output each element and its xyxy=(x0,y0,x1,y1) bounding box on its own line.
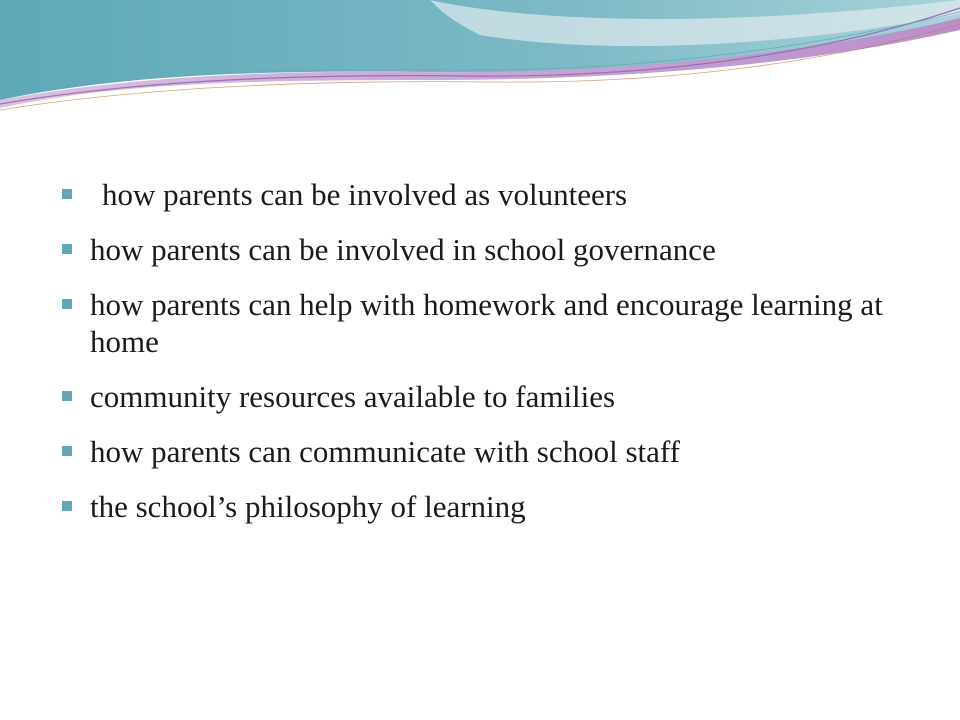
list-item-text: the school’s philosophy of learning xyxy=(90,489,526,524)
square-bullet-icon xyxy=(62,391,72,401)
list-item xyxy=(62,231,922,268)
square-bullet-icon xyxy=(62,446,72,456)
square-bullet-icon xyxy=(62,189,72,199)
list-item xyxy=(62,176,922,213)
square-bullet-icon xyxy=(62,299,72,309)
list-item-text: how parents can be involved in school governance xyxy=(90,232,716,267)
list-item xyxy=(62,286,922,360)
list-item xyxy=(62,488,922,525)
square-bullet-icon xyxy=(62,501,72,511)
bullet-list-container xyxy=(62,176,922,543)
list-item-text: how parents can communicate with school staff xyxy=(90,434,680,469)
list-item-text: how parents can help with homework and encourage learning at home xyxy=(90,287,883,359)
decorative-header-wave xyxy=(0,0,960,120)
square-bullet-icon xyxy=(62,244,72,254)
bullet-list xyxy=(62,176,922,525)
list-item xyxy=(62,433,922,470)
list-item xyxy=(62,378,922,415)
list-item-text: community resources available to families xyxy=(90,379,616,414)
list-item-text: how parents can be involved as volunteers xyxy=(102,177,628,212)
